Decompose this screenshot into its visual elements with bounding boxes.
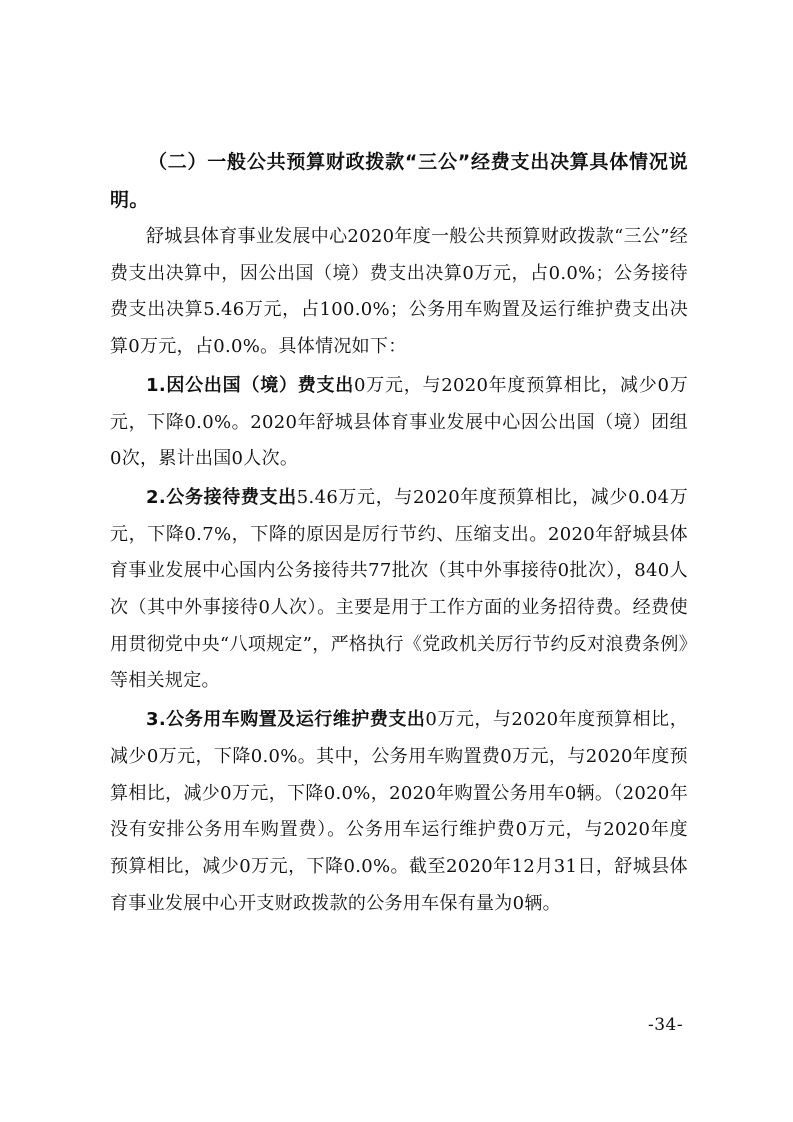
intro-paragraph: 舒城县体育事业发展中心2020年度一般公共预算财政拨款“三公”经费支出决算中，因公出国（境）费支出决算0万元，占0.0%；公务接待费支出决算5.46万元，占100.0%；公务用车购置及运行维护费支出决算0万元，占0.0%。具体情况如下： xyxy=(110,226,688,358)
item-1-heading: 1.因公出国（境）费支出 xyxy=(146,374,354,396)
item-3-heading: 3.公务用车购置及运行维护费支出 xyxy=(146,709,426,731)
item-1-text: 0万元，与2020年度预算相比，减少0万元，下降0.0%。2020年舒城县体育事业发展中心因公出国（境）团组0次，累计出国0人次。 xyxy=(110,374,688,470)
document-page xyxy=(110,143,688,922)
page-number: -34- xyxy=(648,1015,684,1035)
item-2-text: 5.46万元，与2020年度预算相比，减少0.04万元，下降0.7%，下降的原因是厉行节约、压缩支出。2020年舒城县体育事业发展中心国内公务接待共77批次（其中外事接待0批次），840人次（其中外事接待0人次）。主要是用于工作方面的业务招待费。经费使用贯彻党中央“八项规定”，严格执行《党政机关厉行节约反对浪费条例》等相关规定。 xyxy=(110,486,689,692)
item-1-paragraph xyxy=(110,368,688,478)
section-heading: （二）一般公共预算财政拨款“三公”经费支出决算具体情况说明。 xyxy=(110,151,688,211)
item-3-text: 0万元，与2020年度预算相比，减少0万元，下降0.0%。其中，公务用车购置费0万元，与2020年度预算相比，减少0万元，下降0.0%，2020年购置公务用车0辆。（2020年没有安排公务用车购置费）。公务用车运行维护费0万元，与2020年度预算相比，减少0万元，下降0.0%。截至2020年12月31日，舒城县体育事业发展中心开支财政拨款的公务用车保有量为0辆。 xyxy=(110,709,688,914)
item-3-paragraph xyxy=(110,702,688,922)
item-2-heading: 2.公务接待费支出 xyxy=(146,486,297,508)
item-2-paragraph xyxy=(110,480,688,700)
